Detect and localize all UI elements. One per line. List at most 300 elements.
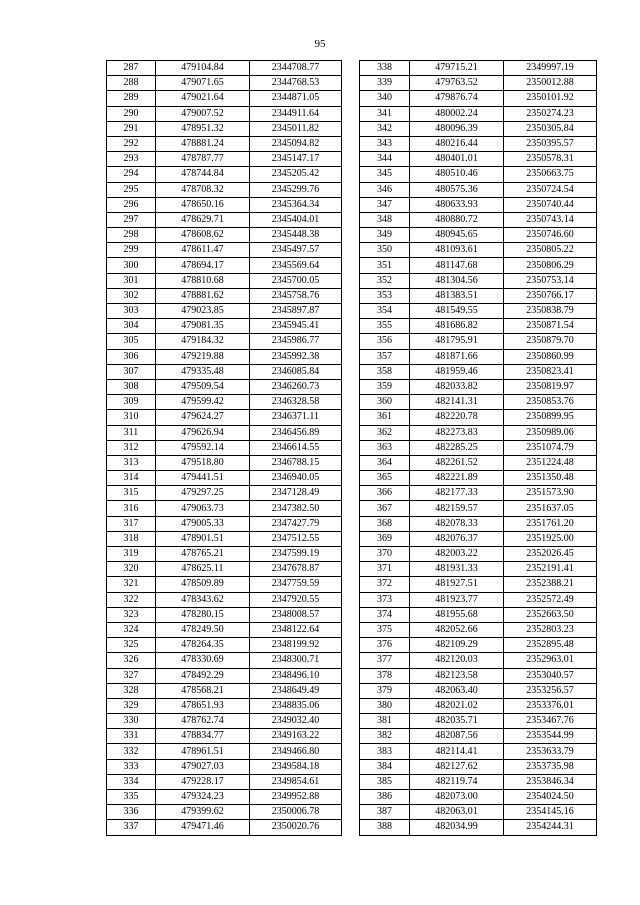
point-number-cell: 358 bbox=[360, 364, 410, 379]
table-row bbox=[360, 258, 597, 273]
x-coordinate-cell: 480633.93 bbox=[410, 197, 504, 212]
y-coordinate-cell: 2348496.10 bbox=[250, 668, 342, 683]
x-coordinate-cell: 478608.62 bbox=[156, 228, 250, 243]
point-number-cell: 311 bbox=[107, 425, 156, 440]
point-number-cell: 312 bbox=[107, 440, 156, 455]
x-coordinate-cell: 479005.33 bbox=[156, 516, 250, 531]
table-row bbox=[360, 774, 597, 789]
coordinates-table-right bbox=[359, 60, 597, 836]
table-row bbox=[360, 607, 597, 622]
point-number-cell: 373 bbox=[360, 592, 410, 607]
table-row bbox=[107, 167, 342, 182]
x-coordinate-cell: 479104.84 bbox=[156, 61, 250, 76]
table-row bbox=[360, 304, 597, 319]
y-coordinate-cell: 2350823.41 bbox=[504, 364, 597, 379]
x-coordinate-cell: 482087.56 bbox=[410, 729, 504, 744]
x-coordinate-cell: 479715.21 bbox=[410, 61, 504, 76]
x-coordinate-cell: 479763.52 bbox=[410, 76, 504, 91]
point-number-cell: 343 bbox=[360, 136, 410, 151]
point-number-cell: 341 bbox=[360, 106, 410, 121]
x-coordinate-cell: 481931.33 bbox=[410, 562, 504, 577]
x-coordinate-cell: 482073.00 bbox=[410, 790, 504, 805]
y-coordinate-cell: 2347382.50 bbox=[250, 501, 342, 516]
x-coordinate-cell: 478629.71 bbox=[156, 212, 250, 227]
point-number-cell: 350 bbox=[360, 243, 410, 258]
table-row bbox=[360, 486, 597, 501]
table-row bbox=[360, 136, 597, 151]
y-coordinate-cell: 2344708.77 bbox=[250, 61, 342, 76]
x-coordinate-cell: 479023.85 bbox=[156, 304, 250, 319]
y-coordinate-cell: 2344768.53 bbox=[250, 76, 342, 91]
point-number-cell: 296 bbox=[107, 197, 156, 212]
point-number-cell: 287 bbox=[107, 61, 156, 76]
point-number-cell: 377 bbox=[360, 653, 410, 668]
x-coordinate-cell: 480216.44 bbox=[410, 136, 504, 151]
y-coordinate-cell: 2350006.78 bbox=[250, 805, 342, 820]
point-number-cell: 313 bbox=[107, 455, 156, 470]
table-row bbox=[360, 106, 597, 121]
point-number-cell: 384 bbox=[360, 759, 410, 774]
y-coordinate-cell: 2345364.34 bbox=[250, 197, 342, 212]
y-coordinate-cell: 2349032.40 bbox=[250, 714, 342, 729]
table-row bbox=[107, 334, 342, 349]
table-row bbox=[360, 410, 597, 425]
x-coordinate-cell: 479007.52 bbox=[156, 106, 250, 121]
table-row bbox=[360, 364, 597, 379]
point-number-cell: 320 bbox=[107, 562, 156, 577]
x-coordinate-cell: 482035.71 bbox=[410, 714, 504, 729]
point-number-cell: 367 bbox=[360, 501, 410, 516]
table-row bbox=[360, 531, 597, 546]
x-coordinate-cell: 478834.77 bbox=[156, 729, 250, 744]
point-number-cell: 342 bbox=[360, 121, 410, 136]
x-coordinate-cell: 478343.62 bbox=[156, 592, 250, 607]
point-number-cell: 386 bbox=[360, 790, 410, 805]
y-coordinate-cell: 2345945.41 bbox=[250, 319, 342, 334]
y-coordinate-cell: 2345147.17 bbox=[250, 152, 342, 167]
y-coordinate-cell: 2348199.92 bbox=[250, 638, 342, 653]
table-row bbox=[360, 805, 597, 820]
x-coordinate-cell: 482109.29 bbox=[410, 638, 504, 653]
table-row bbox=[107, 668, 342, 683]
y-coordinate-cell: 2345299.76 bbox=[250, 182, 342, 197]
y-coordinate-cell: 2344871.05 bbox=[250, 91, 342, 106]
point-number-cell: 301 bbox=[107, 273, 156, 288]
table-row bbox=[360, 91, 597, 106]
point-number-cell: 327 bbox=[107, 668, 156, 683]
y-coordinate-cell: 2350838.79 bbox=[504, 304, 597, 319]
y-coordinate-cell: 2350724.54 bbox=[504, 182, 597, 197]
table-row bbox=[107, 319, 342, 334]
y-coordinate-cell: 2351074.79 bbox=[504, 440, 597, 455]
x-coordinate-cell: 479324.23 bbox=[156, 790, 250, 805]
table-row bbox=[107, 349, 342, 364]
table-row bbox=[107, 562, 342, 577]
x-coordinate-cell: 478492.29 bbox=[156, 668, 250, 683]
x-coordinate-cell: 482063.01 bbox=[410, 805, 504, 820]
point-number-cell: 333 bbox=[107, 759, 156, 774]
y-coordinate-cell: 2351350.48 bbox=[504, 471, 597, 486]
x-coordinate-cell: 478694.17 bbox=[156, 258, 250, 273]
table-row bbox=[107, 729, 342, 744]
point-number-cell: 340 bbox=[360, 91, 410, 106]
table-row bbox=[360, 683, 597, 698]
point-number-cell: 369 bbox=[360, 531, 410, 546]
point-number-cell: 370 bbox=[360, 547, 410, 562]
x-coordinate-cell: 478744.84 bbox=[156, 167, 250, 182]
table-row bbox=[107, 471, 342, 486]
x-coordinate-cell: 479071.65 bbox=[156, 76, 250, 91]
table-row bbox=[360, 455, 597, 470]
point-number-cell: 374 bbox=[360, 607, 410, 622]
table-row bbox=[107, 258, 342, 273]
point-number-cell: 337 bbox=[107, 820, 156, 835]
point-number-cell: 347 bbox=[360, 197, 410, 212]
point-number-cell: 290 bbox=[107, 106, 156, 121]
y-coordinate-cell: 2349466.80 bbox=[250, 744, 342, 759]
x-coordinate-cell: 481955.68 bbox=[410, 607, 504, 622]
y-coordinate-cell: 2345497.57 bbox=[250, 243, 342, 258]
table-row bbox=[360, 501, 597, 516]
point-number-cell: 351 bbox=[360, 258, 410, 273]
x-coordinate-cell: 478787.77 bbox=[156, 152, 250, 167]
x-coordinate-cell: 480401.01 bbox=[410, 152, 504, 167]
x-coordinate-cell: 478611.47 bbox=[156, 243, 250, 258]
y-coordinate-cell: 2345986.77 bbox=[250, 334, 342, 349]
x-coordinate-cell: 479624.27 bbox=[156, 410, 250, 425]
y-coordinate-cell: 2352963.01 bbox=[504, 653, 597, 668]
y-coordinate-cell: 2350663.75 bbox=[504, 167, 597, 182]
x-coordinate-cell: 482285.25 bbox=[410, 440, 504, 455]
y-coordinate-cell: 2345448.38 bbox=[250, 228, 342, 243]
point-number-cell: 310 bbox=[107, 410, 156, 425]
point-number-cell: 379 bbox=[360, 683, 410, 698]
point-number-cell: 352 bbox=[360, 273, 410, 288]
table-row bbox=[360, 698, 597, 713]
table-row bbox=[360, 729, 597, 744]
table-row bbox=[107, 364, 342, 379]
point-number-cell: 295 bbox=[107, 182, 156, 197]
y-coordinate-cell: 2347920.55 bbox=[250, 592, 342, 607]
x-coordinate-cell: 478810.68 bbox=[156, 273, 250, 288]
y-coordinate-cell: 2345700.05 bbox=[250, 273, 342, 288]
x-coordinate-cell: 478961.51 bbox=[156, 744, 250, 759]
table-row bbox=[107, 182, 342, 197]
x-coordinate-cell: 480880.72 bbox=[410, 212, 504, 227]
y-coordinate-cell: 2349854.61 bbox=[250, 774, 342, 789]
x-coordinate-cell: 478568.21 bbox=[156, 683, 250, 698]
table-row bbox=[360, 547, 597, 562]
y-coordinate-cell: 2350020.76 bbox=[250, 820, 342, 835]
point-number-cell: 332 bbox=[107, 744, 156, 759]
x-coordinate-cell: 478651.93 bbox=[156, 698, 250, 713]
table-row bbox=[360, 152, 597, 167]
x-coordinate-cell: 481549.55 bbox=[410, 304, 504, 319]
y-coordinate-cell: 2350395.57 bbox=[504, 136, 597, 151]
x-coordinate-cell: 479592.14 bbox=[156, 440, 250, 455]
point-number-cell: 319 bbox=[107, 547, 156, 562]
x-coordinate-cell: 478881.24 bbox=[156, 136, 250, 151]
table-row bbox=[360, 638, 597, 653]
y-coordinate-cell: 2347512.55 bbox=[250, 531, 342, 546]
point-number-cell: 298 bbox=[107, 228, 156, 243]
table-row bbox=[360, 425, 597, 440]
x-coordinate-cell: 482177.33 bbox=[410, 486, 504, 501]
point-number-cell: 289 bbox=[107, 91, 156, 106]
point-number-cell: 316 bbox=[107, 501, 156, 516]
y-coordinate-cell: 2345569.64 bbox=[250, 258, 342, 273]
point-number-cell: 288 bbox=[107, 76, 156, 91]
x-coordinate-cell: 478650.16 bbox=[156, 197, 250, 212]
table-row bbox=[360, 653, 597, 668]
y-coordinate-cell: 2347427.79 bbox=[250, 516, 342, 531]
table-row bbox=[107, 531, 342, 546]
y-coordinate-cell: 2351637.05 bbox=[504, 501, 597, 516]
table-row bbox=[107, 714, 342, 729]
y-coordinate-cell: 2351761.20 bbox=[504, 516, 597, 531]
y-coordinate-cell: 2351224.48 bbox=[504, 455, 597, 470]
table-row bbox=[107, 547, 342, 562]
table-row bbox=[360, 471, 597, 486]
x-coordinate-cell: 481383.51 bbox=[410, 288, 504, 303]
y-coordinate-cell: 2346456.89 bbox=[250, 425, 342, 440]
point-number-cell: 388 bbox=[360, 820, 410, 835]
point-number-cell: 323 bbox=[107, 607, 156, 622]
table-row bbox=[360, 61, 597, 76]
point-number-cell: 359 bbox=[360, 379, 410, 394]
y-coordinate-cell: 2350819.97 bbox=[504, 379, 597, 394]
y-coordinate-cell: 2351925.00 bbox=[504, 531, 597, 546]
x-coordinate-cell: 479509.54 bbox=[156, 379, 250, 394]
point-number-cell: 318 bbox=[107, 531, 156, 546]
y-coordinate-cell: 2350753.14 bbox=[504, 273, 597, 288]
table-row bbox=[360, 714, 597, 729]
table-row bbox=[360, 349, 597, 364]
x-coordinate-cell: 482114.41 bbox=[410, 744, 504, 759]
y-coordinate-cell: 2346085.84 bbox=[250, 364, 342, 379]
table-row bbox=[360, 820, 597, 835]
x-coordinate-cell: 481795.91 bbox=[410, 334, 504, 349]
x-coordinate-cell: 482123.58 bbox=[410, 668, 504, 683]
table-row bbox=[360, 121, 597, 136]
table-row bbox=[107, 592, 342, 607]
point-number-cell: 324 bbox=[107, 622, 156, 637]
table-row bbox=[107, 607, 342, 622]
table-row bbox=[107, 486, 342, 501]
x-coordinate-cell: 478625.11 bbox=[156, 562, 250, 577]
x-coordinate-cell: 481093.61 bbox=[410, 243, 504, 258]
y-coordinate-cell: 2348008.57 bbox=[250, 607, 342, 622]
y-coordinate-cell: 2353376.01 bbox=[504, 698, 597, 713]
x-coordinate-cell: 482119.74 bbox=[410, 774, 504, 789]
table-row bbox=[360, 592, 597, 607]
point-number-cell: 387 bbox=[360, 805, 410, 820]
point-number-cell: 303 bbox=[107, 304, 156, 319]
y-coordinate-cell: 2350743.14 bbox=[504, 212, 597, 227]
y-coordinate-cell: 2350871.54 bbox=[504, 319, 597, 334]
y-coordinate-cell: 2353633.79 bbox=[504, 744, 597, 759]
y-coordinate-cell: 2347599.19 bbox=[250, 547, 342, 562]
point-number-cell: 385 bbox=[360, 774, 410, 789]
point-number-cell: 317 bbox=[107, 516, 156, 531]
point-number-cell: 309 bbox=[107, 395, 156, 410]
point-number-cell: 302 bbox=[107, 288, 156, 303]
y-coordinate-cell: 2346788.15 bbox=[250, 455, 342, 470]
point-number-cell: 326 bbox=[107, 653, 156, 668]
point-number-cell: 331 bbox=[107, 729, 156, 744]
table-row bbox=[107, 197, 342, 212]
x-coordinate-cell: 479335.48 bbox=[156, 364, 250, 379]
table-row bbox=[360, 319, 597, 334]
x-coordinate-cell: 478330.69 bbox=[156, 653, 250, 668]
y-coordinate-cell: 2344911.64 bbox=[250, 106, 342, 121]
point-number-cell: 349 bbox=[360, 228, 410, 243]
x-coordinate-cell: 481959.46 bbox=[410, 364, 504, 379]
y-coordinate-cell: 2353467.76 bbox=[504, 714, 597, 729]
table-row bbox=[360, 182, 597, 197]
x-coordinate-cell: 482127.62 bbox=[410, 759, 504, 774]
table-row bbox=[360, 790, 597, 805]
y-coordinate-cell: 2348835.06 bbox=[250, 698, 342, 713]
x-coordinate-cell: 481686.82 bbox=[410, 319, 504, 334]
y-coordinate-cell: 2349163.22 bbox=[250, 729, 342, 744]
point-number-cell: 345 bbox=[360, 167, 410, 182]
table-row bbox=[360, 562, 597, 577]
y-coordinate-cell: 2346940.05 bbox=[250, 471, 342, 486]
x-coordinate-cell: 478765.21 bbox=[156, 547, 250, 562]
y-coordinate-cell: 2353040.57 bbox=[504, 668, 597, 683]
point-number-cell: 294 bbox=[107, 167, 156, 182]
point-number-cell: 338 bbox=[360, 61, 410, 76]
point-number-cell: 366 bbox=[360, 486, 410, 501]
table-row bbox=[107, 501, 342, 516]
point-number-cell: 299 bbox=[107, 243, 156, 258]
y-coordinate-cell: 2353735.98 bbox=[504, 759, 597, 774]
y-coordinate-cell: 2349997.19 bbox=[504, 61, 597, 76]
point-number-cell: 372 bbox=[360, 577, 410, 592]
point-number-cell: 297 bbox=[107, 212, 156, 227]
table-row bbox=[107, 759, 342, 774]
point-number-cell: 361 bbox=[360, 410, 410, 425]
x-coordinate-cell: 478249.50 bbox=[156, 622, 250, 637]
x-coordinate-cell: 480510.46 bbox=[410, 167, 504, 182]
table-row bbox=[107, 76, 342, 91]
table-row bbox=[107, 273, 342, 288]
x-coordinate-cell: 481871.66 bbox=[410, 349, 504, 364]
y-coordinate-cell: 2352803.23 bbox=[504, 622, 597, 637]
table-row bbox=[107, 304, 342, 319]
y-coordinate-cell: 2350274.23 bbox=[504, 106, 597, 121]
y-coordinate-cell: 2345897.87 bbox=[250, 304, 342, 319]
point-number-cell: 378 bbox=[360, 668, 410, 683]
point-number-cell: 383 bbox=[360, 744, 410, 759]
point-number-cell: 353 bbox=[360, 288, 410, 303]
table-row bbox=[107, 455, 342, 470]
table-row bbox=[360, 759, 597, 774]
x-coordinate-cell: 478264.35 bbox=[156, 638, 250, 653]
y-coordinate-cell: 2345404.01 bbox=[250, 212, 342, 227]
table-row bbox=[107, 212, 342, 227]
x-coordinate-cell: 482159.57 bbox=[410, 501, 504, 516]
y-coordinate-cell: 2350766.17 bbox=[504, 288, 597, 303]
point-number-cell: 334 bbox=[107, 774, 156, 789]
table-row bbox=[107, 790, 342, 805]
point-number-cell: 328 bbox=[107, 683, 156, 698]
y-coordinate-cell: 2346614.55 bbox=[250, 440, 342, 455]
x-coordinate-cell: 482273.83 bbox=[410, 425, 504, 440]
point-number-cell: 335 bbox=[107, 790, 156, 805]
point-number-cell: 321 bbox=[107, 577, 156, 592]
y-coordinate-cell: 2350578.31 bbox=[504, 152, 597, 167]
x-coordinate-cell: 482120.03 bbox=[410, 653, 504, 668]
x-coordinate-cell: 482063.40 bbox=[410, 683, 504, 698]
point-number-cell: 344 bbox=[360, 152, 410, 167]
point-number-cell: 293 bbox=[107, 152, 156, 167]
y-coordinate-cell: 2348300.71 bbox=[250, 653, 342, 668]
x-coordinate-cell: 478951.32 bbox=[156, 121, 250, 136]
table-row bbox=[107, 243, 342, 258]
table-row bbox=[107, 288, 342, 303]
y-coordinate-cell: 2346260.73 bbox=[250, 379, 342, 394]
y-coordinate-cell: 2350860.99 bbox=[504, 349, 597, 364]
x-coordinate-cell: 482076.37 bbox=[410, 531, 504, 546]
x-coordinate-cell: 478509.89 bbox=[156, 577, 250, 592]
y-coordinate-cell: 2345011.82 bbox=[250, 121, 342, 136]
point-number-cell: 336 bbox=[107, 805, 156, 820]
y-coordinate-cell: 2350746.60 bbox=[504, 228, 597, 243]
table-row bbox=[107, 152, 342, 167]
point-number-cell: 376 bbox=[360, 638, 410, 653]
point-number-cell: 368 bbox=[360, 516, 410, 531]
point-number-cell: 357 bbox=[360, 349, 410, 364]
table-row bbox=[107, 698, 342, 713]
table-row bbox=[107, 622, 342, 637]
x-coordinate-cell: 478762.74 bbox=[156, 714, 250, 729]
y-coordinate-cell: 2352388.21 bbox=[504, 577, 597, 592]
table-row bbox=[107, 653, 342, 668]
table-row bbox=[360, 243, 597, 258]
y-coordinate-cell: 2350899.95 bbox=[504, 410, 597, 425]
table-row bbox=[107, 577, 342, 592]
table-row bbox=[360, 76, 597, 91]
table-row bbox=[360, 212, 597, 227]
point-number-cell: 300 bbox=[107, 258, 156, 273]
table-row bbox=[107, 61, 342, 76]
point-number-cell: 304 bbox=[107, 319, 156, 334]
point-number-cell: 362 bbox=[360, 425, 410, 440]
point-number-cell: 375 bbox=[360, 622, 410, 637]
table-row bbox=[107, 379, 342, 394]
x-coordinate-cell: 479876.74 bbox=[410, 91, 504, 106]
x-coordinate-cell: 478901.51 bbox=[156, 531, 250, 546]
x-coordinate-cell: 482078.33 bbox=[410, 516, 504, 531]
table-row bbox=[107, 91, 342, 106]
table-row bbox=[107, 425, 342, 440]
x-coordinate-cell: 478881.62 bbox=[156, 288, 250, 303]
y-coordinate-cell: 2346371.11 bbox=[250, 410, 342, 425]
x-coordinate-cell: 481923.77 bbox=[410, 592, 504, 607]
table-row bbox=[360, 167, 597, 182]
point-number-cell: 382 bbox=[360, 729, 410, 744]
table-row bbox=[107, 410, 342, 425]
y-coordinate-cell: 2350740.44 bbox=[504, 197, 597, 212]
x-coordinate-cell: 481304.56 bbox=[410, 273, 504, 288]
y-coordinate-cell: 2352191.41 bbox=[504, 562, 597, 577]
y-coordinate-cell: 2354145.16 bbox=[504, 805, 597, 820]
x-coordinate-cell: 480096.39 bbox=[410, 121, 504, 136]
point-number-cell: 307 bbox=[107, 364, 156, 379]
x-coordinate-cell: 482033.82 bbox=[410, 379, 504, 394]
